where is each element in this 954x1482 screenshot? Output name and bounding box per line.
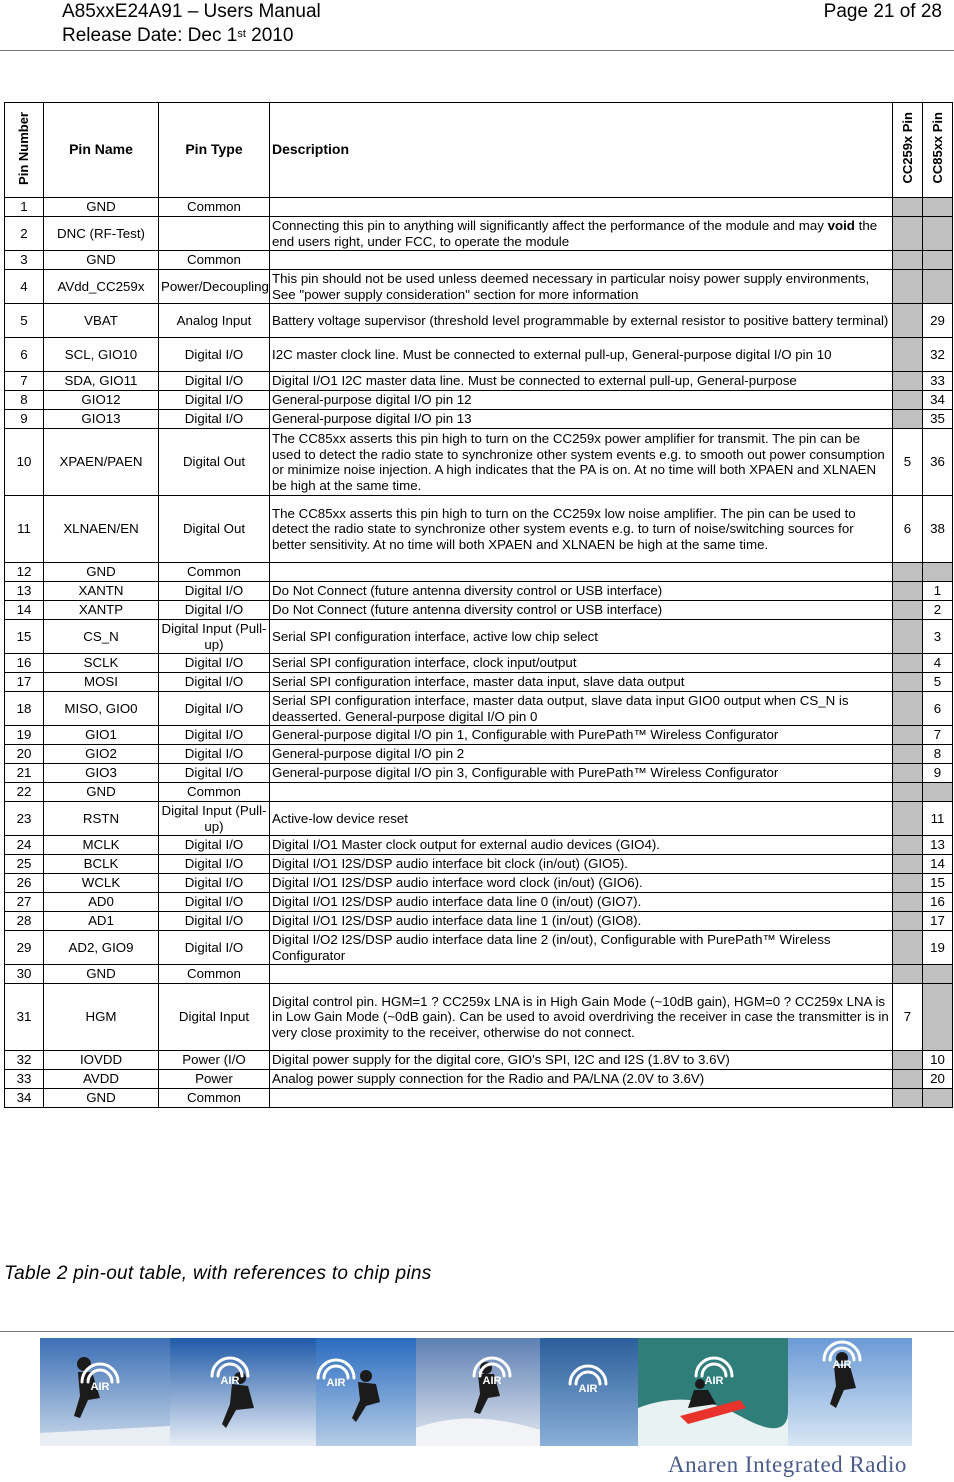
pin-number-cell: 13 [5,582,44,601]
cc85xx-pin-cell [923,217,953,251]
cc85xx-pin-cell [923,270,953,304]
pin-number-cell: 4 [5,270,44,304]
cc85xx-pin-cell: 9 [923,764,953,783]
pin-name-cell: XANTN [44,582,159,601]
cc85xx-pin-cell: 7 [923,726,953,745]
header-pin-type: Pin Type [159,103,270,198]
cc85xx-pin-cell: 11 [923,802,953,836]
pin-name-cell: SDA, GIO11 [44,372,159,391]
description-cell [270,198,893,217]
air-logo: AIR [832,1359,852,1371]
cc85xx-pin-cell: 17 [923,912,953,931]
cc259x-pin-cell [893,802,923,836]
pin-type-cell: Digital I/O [159,673,270,692]
pin-type-cell: Digital I/O [159,912,270,931]
pin-name-cell: GND [44,1089,159,1108]
pin-name-cell: BCLK [44,855,159,874]
pin-name-cell: GIO3 [44,764,159,783]
pin-number-cell: 3 [5,251,44,270]
pin-type-cell: Digital I/O [159,855,270,874]
pin-type-cell: Digital I/O [159,726,270,745]
table-row [5,304,953,338]
cc85xx-pin-cell: 2 [923,601,953,620]
table-row [5,855,953,874]
pin-name-cell: CS_N [44,620,159,654]
cc259x-pin-cell [893,836,923,855]
release-date: Release Date: Dec 1st 2010 [62,25,294,46]
pin-type-cell: Common [159,783,270,802]
description-cell: Digital I/O1 I2S/DSP audio interface word clock (in/out) (GIO6). [270,874,893,893]
footer-banner [40,1338,912,1446]
description-cell: Battery voltage supervisor (threshold level programmable by external resistor to positive battery terminal) [270,304,893,338]
table-row [5,1051,953,1070]
pin-name-cell: RSTN [44,802,159,836]
cc259x-pin-cell: 6 [893,496,923,563]
pin-type-cell: Common [159,563,270,582]
cc85xx-pin-cell [923,783,953,802]
cc259x-pin-cell [893,582,923,601]
pin-name-cell: GND [44,251,159,270]
table-row [5,874,953,893]
description-cell [270,251,893,270]
pin-type-cell: Digital I/O [159,836,270,855]
pin-number-cell: 11 [5,496,44,563]
pin-type-cell: Digital I/O [159,601,270,620]
pin-number-cell: 7 [5,372,44,391]
pin-number-cell: 17 [5,673,44,692]
pin-number-cell: 30 [5,965,44,984]
cc85xx-pin-cell: 35 [923,410,953,429]
cc85xx-pin-cell: 36 [923,429,953,496]
cc259x-pin-cell [893,912,923,931]
cc259x-pin-cell [893,931,923,965]
description-cell: Active-low device reset [270,802,893,836]
cc85xx-pin-cell: 15 [923,874,953,893]
pin-type-cell: Analog Input [159,304,270,338]
description-cell: General-purpose digital I/O pin 13 [270,410,893,429]
cc85xx-pin-cell: 33 [923,372,953,391]
cc259x-pin-cell [893,372,923,391]
description-cell: Do Not Connect (future antenna diversity control or USB interface) [270,601,893,620]
table-row [5,726,953,745]
banner-tile-7 [788,1338,912,1446]
table-row [5,372,953,391]
cc85xx-pin-cell: 10 [923,1051,953,1070]
table-row [5,620,953,654]
pin-number-cell: 22 [5,783,44,802]
pin-type-cell: Digital I/O [159,582,270,601]
table-row [5,965,953,984]
pin-name-cell: AD1 [44,912,159,931]
pin-number-cell: 31 [5,984,44,1051]
description-cell: I2C master clock line. Must be connected to external pull-up, General-purpose digital I/O pin 10 [270,338,893,372]
pin-number-cell: 19 [5,726,44,745]
cc85xx-pin-cell [923,984,953,1051]
cc85xx-pin-cell [923,198,953,217]
pin-name-cell: VBAT [44,304,159,338]
cc259x-pin-cell [893,764,923,783]
cc85xx-pin-cell: 8 [923,745,953,764]
description-cell [270,965,893,984]
pinout-table [4,102,953,1108]
pin-number-cell: 29 [5,931,44,965]
pin-type-cell: Common [159,251,270,270]
pin-type-cell: Digital I/O [159,893,270,912]
table-row [5,429,953,496]
table-row [5,764,953,783]
pin-name-cell: IOVDD [44,1051,159,1070]
pin-name-cell: SCLK [44,654,159,673]
cc259x-pin-cell: 7 [893,984,923,1051]
cc259x-pin-cell [893,874,923,893]
pin-name-cell: GND [44,563,159,582]
pin-name-cell: WCLK [44,874,159,893]
pin-type-cell: Digital Out [159,496,270,563]
cc85xx-pin-cell [923,251,953,270]
table-row [5,802,953,836]
pin-name-cell: XANTP [44,601,159,620]
pin-type-cell: Power/Decoupling [159,270,270,304]
pin-number-cell: 27 [5,893,44,912]
description-cell: The CC85xx asserts this pin high to turn on the CC259x low noise amplifier. The pin can be used to detect the radio state to synchronize other system events e.g. to turn of noise/switching sources for better sensitivity. At no time will both XPAEN and XLNAEN be high at the same time. [270,496,893,563]
air-logo: AIR [482,1375,502,1387]
table-row [5,410,953,429]
description-cell: Connecting this pin to anything will significantly affect the performance of the module and may void the end users right, under FCC, to operate the module [270,217,893,251]
cc259x-pin-cell [893,198,923,217]
cc259x-pin-cell [893,304,923,338]
cc85xx-pin-cell: 4 [923,654,953,673]
pin-number-cell: 32 [5,1051,44,1070]
pin-type-cell: Common [159,198,270,217]
cc85xx-pin-cell: 13 [923,836,953,855]
cc85xx-pin-cell [923,563,953,582]
pin-name-cell: GIO2 [44,745,159,764]
pin-name-cell: GND [44,965,159,984]
pin-name-cell: XPAEN/PAEN [44,429,159,496]
cc259x-pin-cell [893,673,923,692]
pin-name-cell: MISO, GIO0 [44,692,159,726]
description-cell: Serial SPI configuration interface, master data output, slave data input GIO0 output when CS_N is deasserted. General-purpose digital I/O pin 0 [270,692,893,726]
pin-type-cell: Digital I/O [159,372,270,391]
pin-name-cell: MCLK [44,836,159,855]
cc259x-pin-cell [893,1051,923,1070]
description-cell: Digital I/O1 I2S/DSP audio interface data line 1 (in/out) (GIO8). [270,912,893,931]
description-cell: Serial SPI configuration interface, clock input/output [270,654,893,673]
table-row [5,984,953,1051]
cc85xx-pin-cell: 32 [923,338,953,372]
pin-number-cell: 34 [5,1089,44,1108]
table-row [5,836,953,855]
pin-type-cell: Digital I/O [159,931,270,965]
pin-type-cell: Digital Input [159,984,270,1051]
air-logo: AIR [220,1375,240,1387]
pin-number-cell: 24 [5,836,44,855]
table-row [5,1070,953,1089]
description-cell: Digital I/O1 I2C master data line. Must be connected to external pull-up, General-purpose [270,372,893,391]
description-cell: Digital I/O2 I2S/DSP audio interface data line 2 (in/out), Configurable with PurePath™ Wireless Configurator [270,931,893,965]
cc259x-pin-cell [893,745,923,764]
table-row [5,745,953,764]
table-row [5,893,953,912]
pin-name-cell: AVdd_CC259x [44,270,159,304]
pin-number-cell: 15 [5,620,44,654]
pin-name-cell: GND [44,198,159,217]
pin-number-cell: 28 [5,912,44,931]
cc259x-pin-cell [893,270,923,304]
cc259x-pin-cell [893,563,923,582]
cc259x-pin-cell [893,654,923,673]
cc259x-pin-cell [893,620,923,654]
pin-name-cell: AVDD [44,1070,159,1089]
pin-number-cell: 8 [5,391,44,410]
cc259x-pin-cell [893,893,923,912]
pin-type-cell: Digital Input (Pull-up) [159,620,270,654]
pin-type-cell: Digital Out [159,429,270,496]
pin-type-cell: Digital I/O [159,692,270,726]
pin-number-cell: 16 [5,654,44,673]
cc85xx-pin-cell: 19 [923,931,953,965]
cc259x-pin-cell [893,217,923,251]
description-cell: Digital I/O1 I2S/DSP audio interface data line 0 (in/out) (GIO7). [270,893,893,912]
description-cell: General-purpose digital I/O pin 1, Configurable with PurePath™ Wireless Configurator [270,726,893,745]
table-row [5,601,953,620]
table-row [5,654,953,673]
pin-name-cell: DNC (RF-Test) [44,217,159,251]
header-pin-number: Pin Number [5,103,44,198]
header-cc259x-pin: CC259x Pin [893,103,923,198]
description-cell [270,563,893,582]
pin-name-cell: XLNAEN/EN [44,496,159,563]
cc85xx-pin-cell [923,965,953,984]
pin-type-cell: Digital Input (Pull-up) [159,802,270,836]
cc85xx-pin-cell: 20 [923,1070,953,1089]
description-cell [270,1089,893,1108]
pin-type-cell: Digital I/O [159,654,270,673]
document-title: A85xxE24A91 – Users Manual [62,1,321,22]
table-header-row [5,103,953,198]
description-cell: Analog power supply connection for the Radio and PA/LNA (2.0V to 3.6V) [270,1070,893,1089]
description-cell: Serial SPI configuration interface, active low chip select [270,620,893,654]
cc259x-pin-cell [893,692,923,726]
air-logo: AIR [578,1383,598,1395]
table-row [5,912,953,931]
description-cell: General-purpose digital I/O pin 12 [270,391,893,410]
table-row [5,931,953,965]
table-row [5,673,953,692]
table-row [5,251,953,270]
cc85xx-pin-cell: 6 [923,692,953,726]
cc259x-pin-cell [893,391,923,410]
cc85xx-pin-cell: 14 [923,855,953,874]
pin-type-cell: Power (I/O [159,1051,270,1070]
cc259x-pin-cell [893,251,923,270]
pin-name-cell: GIO12 [44,391,159,410]
pin-number-cell: 10 [5,429,44,496]
description-cell: Digital I/O1 I2S/DSP audio interface bit clock (in/out) (GIO5). [270,855,893,874]
pin-type-cell: Digital I/O [159,410,270,429]
header-description: Description [270,103,893,198]
pin-name-cell: MOSI [44,673,159,692]
cc259x-pin-cell [893,965,923,984]
description-cell: Digital control pin. HGM=1 ? CC259x LNA is in High Gain Mode (~10dB gain), HGM=0 ? CC259x LNA is in Low Gain Mode (~0dB gain). Can be used to avoid overdriving the receiver in case the transmitter is in very close proximity to the receiver, otherwise do not connect. [270,984,893,1051]
cc259x-pin-cell [893,601,923,620]
table-row [5,198,953,217]
table-row [5,692,953,726]
air-logo: AIR [704,1375,724,1387]
pin-type-cell: Digital I/O [159,391,270,410]
pin-name-cell: GND [44,783,159,802]
cc85xx-pin-cell [923,1089,953,1108]
pin-number-cell: 12 [5,563,44,582]
pin-name-cell: AD0 [44,893,159,912]
pin-number-cell: 21 [5,764,44,783]
cc85xx-pin-cell: 5 [923,673,953,692]
description-cell: The CC85xx asserts this pin high to turn on the CC259x power amplifier for transmit. The pin can be used to detect the radio state to synchronize other system events e.g. to smooth out power consumption or minimize noise injection. A high indicates that the PA is on. At no time will both XPAEN and XLNAEN be high at the same time. [270,429,893,496]
pin-number-cell: 2 [5,217,44,251]
pin-type-cell: Common [159,1089,270,1108]
header-pin-name: Pin Name [44,103,159,198]
header-divider [0,50,954,51]
table-row [5,217,953,251]
description-cell: This pin should not be used unless deemed necessary in particular noisy power supply environments, See "power supply consideration" section for more information [270,270,893,304]
pin-number-cell: 1 [5,198,44,217]
pin-number-cell: 18 [5,692,44,726]
cc85xx-pin-cell: 29 [923,304,953,338]
description-cell: Digital I/O1 Master clock output for external audio devices (GIO4). [270,836,893,855]
table-row [5,338,953,372]
cc259x-pin-cell [893,338,923,372]
description-cell: General-purpose digital I/O pin 3, Configurable with PurePath™ Wireless Configurator [270,764,893,783]
air-logo: AIR [90,1381,110,1393]
table-row [5,391,953,410]
pin-type-cell [159,217,270,251]
cc259x-pin-cell [893,410,923,429]
table-row [5,270,953,304]
description-cell [270,783,893,802]
table-caption: Table 2 pin-out table, with references to chip pins [4,1263,432,1284]
page-number: Page 21 of 28 [823,1,942,22]
banner-image [40,1338,912,1446]
pin-type-cell: Digital I/O [159,764,270,783]
cc259x-pin-cell [893,1070,923,1089]
pin-number-cell: 20 [5,745,44,764]
description-cell: Serial SPI configuration interface, master data input, slave data output [270,673,893,692]
pin-name-cell: AD2, GIO9 [44,931,159,965]
pin-number-cell: 14 [5,601,44,620]
header-cc85xx-pin: CC85xx Pin [923,103,953,198]
cc259x-pin-cell: 5 [893,429,923,496]
description-cell: Digital power supply for the digital core, GIO's SPI, I2C and I2S (1.8V to 3.6V) [270,1051,893,1070]
pin-name-cell: HGM [44,984,159,1051]
cc259x-pin-cell [893,1089,923,1108]
table-row [5,582,953,601]
pin-number-cell: 26 [5,874,44,893]
table-row [5,783,953,802]
pin-name-cell: SCL, GIO10 [44,338,159,372]
cc259x-pin-cell [893,783,923,802]
pin-type-cell: Digital I/O [159,745,270,764]
pin-number-cell: 33 [5,1070,44,1089]
pin-type-cell: Common [159,965,270,984]
pin-type-cell: Digital I/O [159,874,270,893]
footer-divider [0,1331,954,1332]
cc85xx-pin-cell: 1 [923,582,953,601]
description-cell: General-purpose digital I/O pin 2 [270,745,893,764]
cc259x-pin-cell [893,726,923,745]
pin-type-cell: Digital I/O [159,338,270,372]
description-cell: Do Not Connect (future antenna diversity control or USB interface) [270,582,893,601]
pin-number-cell: 23 [5,802,44,836]
pin-name-cell: GIO13 [44,410,159,429]
cc85xx-pin-cell: 16 [923,893,953,912]
cc85xx-pin-cell: 3 [923,620,953,654]
pin-number-cell: 25 [5,855,44,874]
pin-name-cell: GIO1 [44,726,159,745]
brand-name: Anaren Integrated Radio [668,1452,907,1477]
table-row [5,496,953,563]
table-row [5,563,953,582]
pin-type-cell: Power [159,1070,270,1089]
table-row [5,1089,953,1108]
pin-number-cell: 6 [5,338,44,372]
pin-number-cell: 9 [5,410,44,429]
pin-number-cell: 5 [5,304,44,338]
cc85xx-pin-cell: 38 [923,496,953,563]
air-logo: AIR [326,1377,346,1389]
cc85xx-pin-cell: 34 [923,391,953,410]
cc259x-pin-cell [893,855,923,874]
